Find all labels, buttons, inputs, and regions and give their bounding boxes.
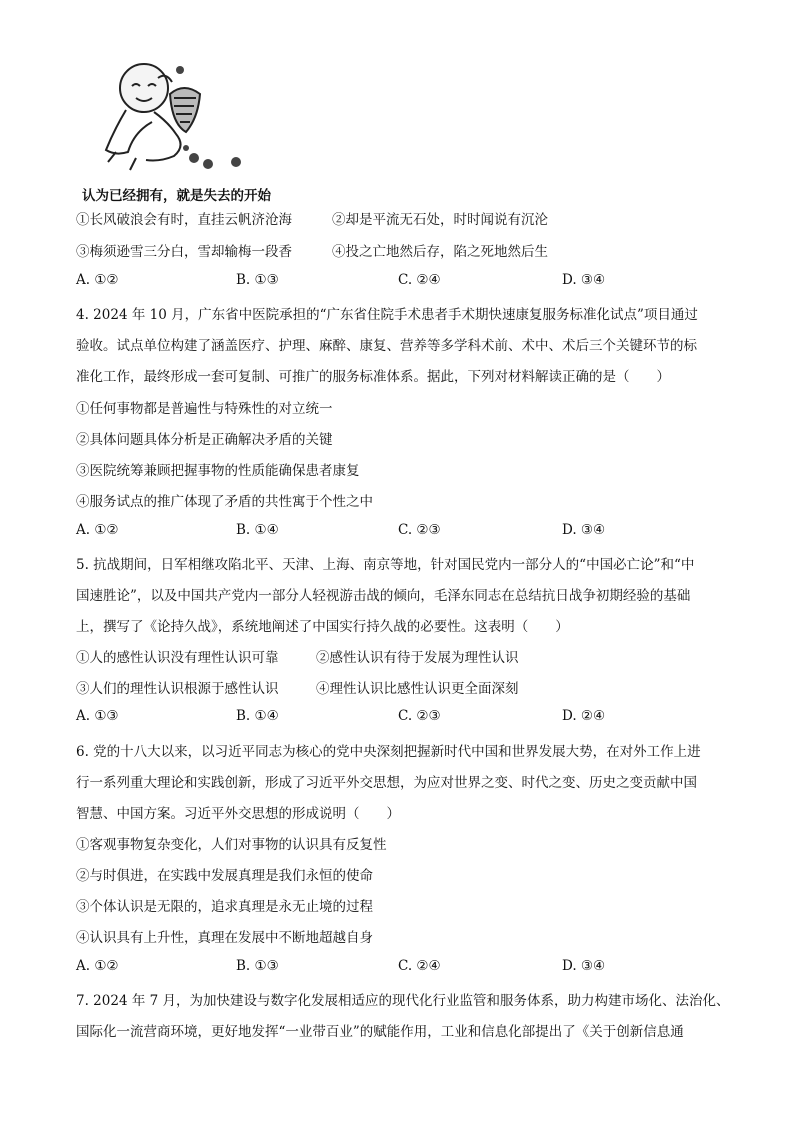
choice-c: C. ②③ [398,708,441,724]
choice-d: D. ③④ [562,522,606,538]
q6-stem-line-2: 行一系列重大理论和实践创新，形成了习近平外交思想，为应对世界之变、时代之变、历史之变贡献中国 [76,775,697,791]
q5-option-4: ④理性认识比感性认识更全面深刻 [316,681,519,697]
q3-option-3: ③梅须逊雪三分白，雪却输梅一段香 [76,244,292,260]
q4-option-1: ①任何事物都是普遍性与特殊性的对立统一 [76,401,333,417]
choice-b: B. ①③ [236,272,279,288]
q5-stem-line-3: 上，撰写了《论持久战》，系统地阐述了中国实行持久战的必要性。这表明（ ） [76,619,569,635]
choice-a: A. ①② [76,958,119,974]
choice-d: D. ③④ [562,272,606,288]
q4-stem-line-3: 准化工作，最终形成一套可复制、可推广的服务标准体系。据此，下列对材料解读正确的是（ ） [76,369,670,385]
choice-d: D. ②④ [562,708,606,724]
choice-c: C. ②③ [398,522,441,538]
q3-option-2: ②却是平流无石处，时时闻说有沉沦 [332,212,548,228]
q5-option-2: ②感性认识有待于发展为理性认识 [316,650,519,666]
q3-choices [76,272,716,290]
choice-c: C. ②④ [398,272,441,288]
q4-stem-line-2: 验收。试点单位构建了涵盖医疗、护理、麻醉、康复、营养等多学科术前、术中、术后三个关键环节的标 [76,338,697,354]
choice-b: B. ①③ [236,958,279,974]
q4-option-3: ③医院统筹兼顾把握事物的性质能确保患者康复 [76,463,360,479]
q6-stem-line-1: 6. 党的十八大以来，以习近平同志为核心的党中央深刻把握新时代中国和世界发展大势，在对外工作上进 [76,744,701,760]
choice-d: D. ③④ [562,958,606,974]
q5-stem-line-1: 5. 抗战期间，日军相继攻陷北平、天津、上海、南京等地，针对国民党内一部分人的“中国必亡论”和“中 [76,557,695,573]
q6-option-3: ③个体认识是无限的，追求真理是永无止境的过程 [76,899,373,915]
q3-option-1: ①长风破浪会有时，直挂云帆济沧海 [76,212,292,228]
q4-option-2: ②具体问题具体分析是正确解决矛盾的关键 [76,432,333,448]
choice-c: C. ②④ [398,958,441,974]
q5-option-1: ①人的感性认识没有理性认识可靠 [76,650,279,666]
choice-a: A. ①② [76,522,119,538]
q6-option-1: ①客观事物复杂变化，人们对事物的认识具有反复性 [76,837,387,853]
q4-option-4: ④服务试点的推广体现了矛盾的共性寓于个性之中 [76,494,373,510]
choice-a: A. ①② [76,272,119,288]
q5-choices [76,708,716,726]
q6-choices [76,958,716,976]
choice-b: B. ①④ [236,522,279,538]
choice-a: A. ①③ [76,708,119,724]
q5-option-3: ③人们的理性认识根源于感性认识 [76,681,279,697]
q4-stem-line-1: 4. 2024 年 10 月，广东省中医院承担的“广东省住院手术患者手术期快速康复服务标准化试点”项目通过 [76,307,698,323]
q6-option-2: ②与时俱进，在实践中发展真理是我们永恒的使命 [76,868,373,884]
cartoon-caption: 认为已经拥有，就是失去的开始 [82,188,271,204]
q5-stem-line-2: 国速胜论”，以及中国共产党内一部分人轻视游击战的倾向，毛泽东同志在总结抗日战争初期经验的基础 [76,588,691,604]
q3-option-4: ④投之亡地然后存，陷之死地然后生 [332,244,548,260]
q6-stem-line-3: 智慧、中国方案。习近平外交思想的形成说明（ ） [76,806,400,822]
q7-stem-line-1: 7. 2024 年 7 月，为加快建设与数字化发展相适应的现代化行业监管和服务体系，助力构建市场化、法治化、 [76,993,730,1009]
cartoon-illustration [96,58,256,176]
q4-choices [76,522,716,540]
q7-stem-line-2: 国际化一流营商环境，更好地发挥“一业带百业”的赋能作用，工业和信息化部提出了《关于创新信息通 [76,1024,684,1040]
choice-b: B. ①④ [236,708,279,724]
q6-option-4: ④认识具有上升性，真理在发展中不断地超越自身 [76,930,373,946]
